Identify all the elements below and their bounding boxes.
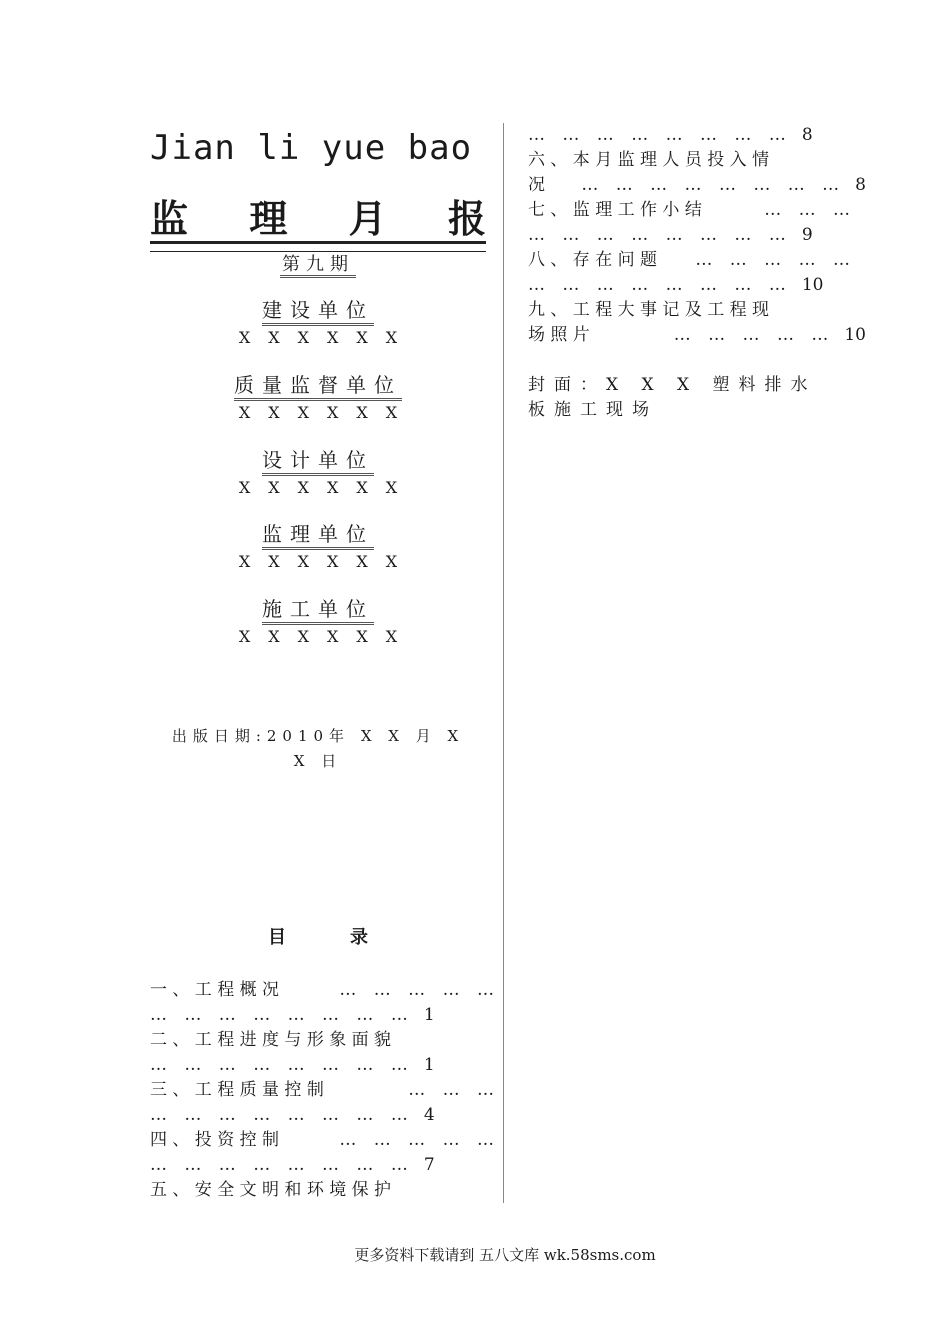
footer-download-note: 更多资料下载请到 五八文库 wk.58sms.com xyxy=(354,1246,656,1264)
toc-entry-text: 五 、 安 全 文 明 和 环 境 保 护 xyxy=(150,1180,392,1200)
toc-entry-leader xyxy=(674,323,866,348)
unit-label: 设计单位 xyxy=(262,447,374,476)
toc-dots: … … … … … xyxy=(673,325,835,345)
toc-dots: … … … xyxy=(408,1080,500,1100)
title-char: 理 xyxy=(249,197,288,241)
toc-entry-text: 四 、 投 资 控 制 xyxy=(150,1130,280,1150)
toc-entry-leader xyxy=(695,248,866,273)
toc-dots: … … … … … xyxy=(695,250,856,270)
toc-entry-leader xyxy=(150,1153,435,1178)
unit-label: 施工单位 xyxy=(262,596,374,625)
toc-dots: … … … … … … … … xyxy=(581,175,846,195)
toc-line xyxy=(150,1153,510,1178)
toc-entry-text: 九 、 工 程 大 事 记 及 工 程 现 xyxy=(528,300,770,320)
toc-entry-text: 三 、 工 程 质 量 控 制 xyxy=(150,1080,324,1100)
toc-line xyxy=(150,1078,510,1103)
cover-note-line: 封面：X X X 塑料排水 xyxy=(528,375,817,395)
pubdate-line: 出版日期:2010年 X X 月 X xyxy=(171,727,465,745)
toc-entry-leader xyxy=(150,1003,435,1028)
toc-page-number: 1 xyxy=(423,1055,435,1075)
toc-dots: … … … … … xyxy=(339,980,500,1000)
unit-label: 监理单位 xyxy=(262,521,374,550)
toc-line xyxy=(528,198,866,223)
column-divider xyxy=(503,123,504,1203)
cover-title-chinese xyxy=(150,188,486,243)
unit-label: 建设单位 xyxy=(262,297,374,326)
toc-title-char: 目 xyxy=(268,927,286,948)
toc-line xyxy=(150,1053,510,1078)
toc-line xyxy=(150,1103,510,1128)
toc-line xyxy=(150,978,510,1003)
issue-number xyxy=(150,250,486,276)
title-char: 监 xyxy=(150,197,189,241)
toc-line xyxy=(528,298,866,323)
unit-value: XXXXXX xyxy=(238,478,416,497)
toc-entry-text: 六 、 本 月 监 理 人 员 投 入 情 xyxy=(528,150,770,170)
toc-title xyxy=(150,923,486,949)
toc-entry-leader xyxy=(528,223,813,248)
toc-entry-leader xyxy=(150,1103,435,1128)
toc-dots: … … … … … … … … xyxy=(528,125,792,145)
toc-dots: … … … … … … … … xyxy=(528,225,792,245)
unit-label: 质量监督单位 xyxy=(234,372,402,401)
toc-title-char: 录 xyxy=(350,927,368,948)
toc-line xyxy=(528,223,866,248)
toc-entry-leader xyxy=(339,978,510,1003)
toc-line xyxy=(150,1178,510,1203)
toc-line xyxy=(528,323,866,348)
toc-entry-text: 二 、 工 程 进 度 与 形 象 面 貌 xyxy=(150,1030,392,1050)
toc-entry-leader xyxy=(856,148,866,173)
toc-entry-leader xyxy=(856,298,866,323)
unit-value: XXXXXX xyxy=(238,552,416,571)
toc-entry-leader xyxy=(408,1078,510,1103)
toc-dots: … … … … … … … … xyxy=(528,275,792,295)
toc-dots: … … … … … … … … xyxy=(150,1005,414,1025)
toc-line xyxy=(528,273,866,298)
toc-line xyxy=(528,248,866,273)
unit-block-supervisor xyxy=(150,521,486,571)
toc-line xyxy=(528,123,866,148)
unit-block-contractor xyxy=(150,596,486,646)
cover-title-latin: Jian li yue bao xyxy=(150,128,473,168)
toc-line xyxy=(528,148,866,173)
toc-dots: … … … … … … … … xyxy=(150,1155,414,1175)
toc-page-number: 10 xyxy=(844,325,866,345)
cover-photo-note xyxy=(528,373,858,423)
toc-entry-leader xyxy=(150,1053,435,1078)
pubdate-line: X 日 xyxy=(293,752,343,770)
toc-entry-leader xyxy=(528,123,813,148)
toc-page-number: 10 xyxy=(801,275,824,295)
issue-label: 第九期 xyxy=(280,254,356,278)
title-char: 报 xyxy=(447,197,486,241)
unit-value: XXXXXX xyxy=(238,328,416,347)
toc-page-number: 9 xyxy=(801,225,813,245)
toc-entry-text: 一 、 工 程 概 况 xyxy=(150,980,280,1000)
toc-line xyxy=(150,1028,510,1053)
toc-entry-leader xyxy=(500,1178,510,1203)
toc-dots: … … … xyxy=(764,200,856,220)
toc-page-number: 7 xyxy=(423,1155,435,1175)
toc-dots: … … … … … … … … xyxy=(150,1105,414,1125)
toc-entry-leader xyxy=(500,1028,510,1053)
cover-note-line: 板施工现场 xyxy=(528,400,658,420)
toc-entry-leader xyxy=(339,1128,510,1153)
unit-value: XXXXXX xyxy=(238,627,416,646)
toc-entry-text: 况 xyxy=(528,175,545,195)
toc-right-column xyxy=(528,123,866,348)
toc-page-number: 8 xyxy=(855,175,866,195)
toc-entry-text: 八 、 存 在 问 题 xyxy=(528,250,658,270)
unit-block-construction xyxy=(150,297,486,347)
toc-dots: … … … … … … … … xyxy=(150,1055,414,1075)
toc-entry-leader xyxy=(528,273,823,298)
toc-entry-text: 七 、 监 理 工 作 小 结 xyxy=(528,200,702,220)
title-char: 月 xyxy=(348,197,387,241)
toc-entry-leader xyxy=(581,173,866,198)
toc-entry-leader xyxy=(764,198,866,223)
toc-line xyxy=(150,1003,510,1028)
toc-page-number: 1 xyxy=(423,1005,435,1025)
toc-left-column xyxy=(150,978,510,1203)
toc-dots: … … … … … xyxy=(339,1130,500,1150)
unit-block-design xyxy=(150,447,486,497)
toc-line xyxy=(528,173,866,198)
unit-block-quality-supervision xyxy=(150,372,486,422)
toc-entry-text: 场 照 片 xyxy=(528,325,590,345)
toc-page-number: 8 xyxy=(801,125,813,145)
unit-value: XXXXXX xyxy=(238,403,416,422)
toc-page-number: 4 xyxy=(423,1105,435,1125)
toc-line xyxy=(150,1128,510,1153)
publication-date xyxy=(150,724,486,774)
